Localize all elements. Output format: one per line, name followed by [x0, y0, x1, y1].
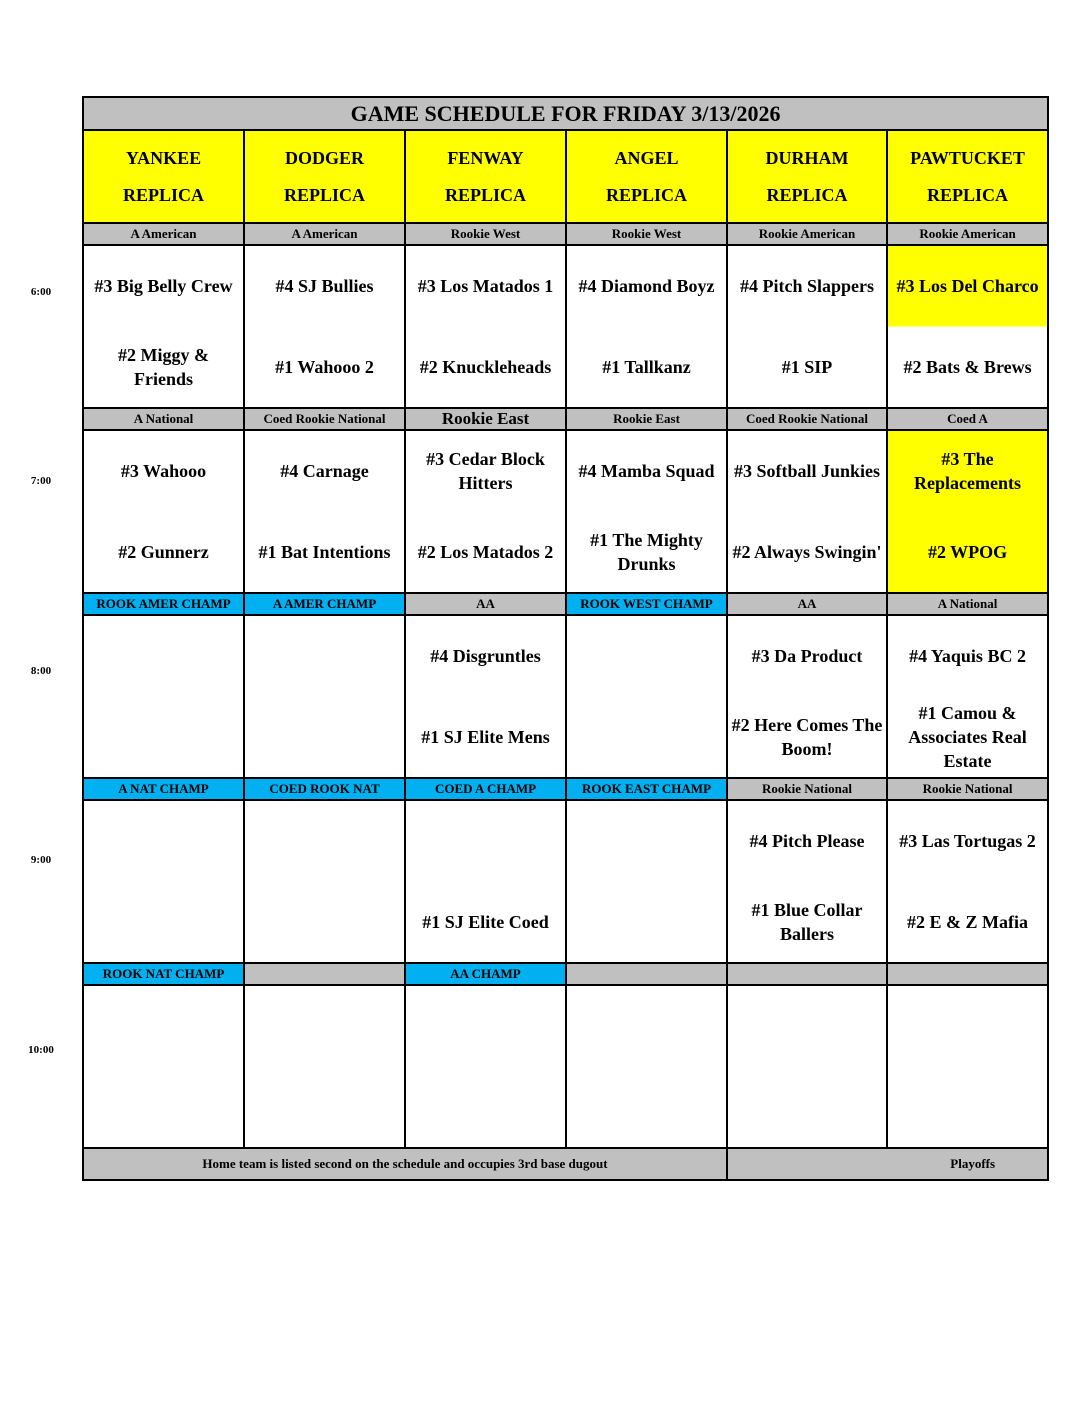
game-cell: [244, 985, 405, 1148]
home-team: #1 Bat Intentions: [258, 541, 391, 562]
division-label: AA: [727, 593, 887, 615]
venue-fenway: FENWAY REPLICA: [405, 130, 566, 223]
away-team: #4 Pitch Slappers: [739, 276, 874, 297]
game-cell: [405, 615, 566, 778]
away-team: #4 SJ Bullies: [275, 276, 374, 297]
division-label: Rookie American: [727, 223, 887, 245]
home-team: #1 SIP: [781, 356, 833, 377]
division-label: A National: [887, 593, 1048, 615]
division-label: [566, 963, 727, 985]
game-cell: [566, 615, 727, 778]
home-team: [888, 1067, 1047, 1148]
game-cell: [887, 800, 1048, 963]
away-team: #3 The Replacements: [914, 449, 1022, 494]
away-team: [888, 986, 1047, 1067]
away-team: [567, 986, 726, 1067]
division-label: A American: [244, 223, 405, 245]
away-team: #3 Los Del Charco: [896, 276, 1039, 297]
venue-header-row: [83, 130, 1048, 223]
home-team: [567, 882, 726, 963]
away-team: #4 Pitch Please: [749, 831, 865, 852]
away-team: [84, 616, 243, 697]
footer-row: [83, 1148, 1048, 1180]
division-label: A NAT CHAMP: [83, 778, 244, 800]
home-team: #2 Gunnerz: [118, 541, 209, 562]
game-row: [83, 245, 1048, 408]
game-row: [83, 985, 1048, 1148]
away-team: [406, 801, 565, 882]
time-label-7: 7:00: [30, 475, 52, 487]
game-cell: [727, 430, 887, 593]
game-cell: [244, 245, 405, 408]
division-label: Coed Rookie National: [727, 408, 887, 430]
venue-angel: ANGEL REPLICA: [566, 130, 727, 223]
division-label: Rookie National: [887, 778, 1048, 800]
division-label: Rookie East: [405, 408, 566, 430]
away-team: [728, 986, 886, 1067]
away-team: #4 Diamond Boyz: [578, 276, 715, 297]
game-cell: [83, 985, 244, 1148]
game-cell: [83, 800, 244, 963]
division-label: [244, 963, 405, 985]
game-row: [83, 430, 1048, 593]
away-team: #3 Softball Junkies: [733, 461, 881, 482]
division-label: Rookie National: [727, 778, 887, 800]
game-cell: [83, 615, 244, 778]
home-team: [245, 697, 404, 778]
away-team: [245, 801, 404, 882]
game-cell: [405, 245, 566, 408]
game-cell: [727, 245, 887, 408]
away-team: [567, 616, 726, 697]
division-label: Rookie East: [566, 408, 727, 430]
home-team: #1 Wahooo 2: [275, 356, 374, 377]
schedule-table: [82, 96, 1049, 1181]
division-label: ROOK NAT CHAMP: [83, 963, 244, 985]
game-row: [83, 615, 1048, 778]
home-team: #2 WPOG: [927, 541, 1008, 562]
home-team: [84, 697, 243, 778]
home-team: [406, 1067, 565, 1148]
game-cell: [244, 430, 405, 593]
home-team: #1 Camou & Associates Real Estate: [908, 702, 1027, 771]
game-cell: [83, 245, 244, 408]
division-label: [887, 963, 1048, 985]
division-row: [83, 963, 1048, 985]
home-team: #2 Los Matados 2: [417, 541, 554, 562]
division-label: ROOK EAST CHAMP: [566, 778, 727, 800]
division-label: ROOK WEST CHAMP: [566, 593, 727, 615]
game-cell: [566, 800, 727, 963]
division-label: ROOK AMER CHAMP: [83, 593, 244, 615]
away-team: [84, 801, 243, 882]
division-label: Rookie West: [405, 223, 566, 245]
game-cell: [727, 985, 887, 1148]
game-cell: [887, 615, 1048, 778]
division-label: COED A CHAMP: [405, 778, 566, 800]
away-team: [245, 986, 404, 1067]
away-team: [245, 616, 404, 697]
away-team: #4 Carnage: [280, 461, 369, 482]
game-cell: [244, 615, 405, 778]
home-team: [84, 1067, 243, 1148]
game-cell: [887, 430, 1048, 593]
game-cell: [727, 800, 887, 963]
venue-dodger: DODGER REPLICA: [244, 130, 405, 223]
division-label: Coed Rookie National: [244, 408, 405, 430]
home-team: #2 Miggy & Friends: [118, 344, 209, 389]
schedule-title: GAME SCHEDULE FOR FRIDAY 3/13/2026: [83, 97, 1048, 130]
division-label: Rookie West: [566, 223, 727, 245]
time-label-8: 8:00: [30, 665, 52, 677]
division-row: [83, 778, 1048, 800]
home-team: #2 E & Z Mafia: [907, 911, 1029, 932]
division-label: COED ROOK NAT: [244, 778, 405, 800]
division-label: AA CHAMP: [405, 963, 566, 985]
home-team-note: Home team is listed second on the schedule and occupies 3rd base dugout: [83, 1148, 727, 1180]
home-team: #1 The Mighty Drunks: [590, 529, 703, 574]
home-team: #2 Bats & Brews: [903, 356, 1032, 377]
game-cell: [244, 800, 405, 963]
game-cell: [566, 985, 727, 1148]
away-team: #4 Mamba Squad: [578, 461, 715, 482]
venue-durham: DURHAM REPLICA: [727, 130, 887, 223]
home-team: [84, 882, 243, 963]
game-cell: [566, 245, 727, 408]
home-team: #1 Tallkanz: [602, 356, 691, 377]
division-label: AA: [405, 593, 566, 615]
away-team: #3 Los Matados 1: [417, 276, 554, 297]
division-label: A National: [83, 408, 244, 430]
game-cell: [405, 985, 566, 1148]
game-cell: [887, 985, 1048, 1148]
home-team: [245, 1067, 404, 1148]
division-label: [727, 963, 887, 985]
time-column: [0, 0, 82, 1408]
home-team: #1 SJ Elite Mens: [421, 726, 550, 747]
home-team: [567, 697, 726, 778]
away-team: #4 Disgruntles: [430, 646, 541, 667]
home-team: #1 SJ Elite Coed: [422, 911, 549, 932]
playoffs-legend: Playoffs: [727, 1148, 1048, 1180]
home-team: #2 Knuckleheads: [419, 356, 552, 377]
away-team: #3 Cedar Block Hitters: [426, 449, 545, 494]
game-cell: [566, 430, 727, 593]
division-row: [83, 408, 1048, 430]
division-row: [83, 593, 1048, 615]
division-row: [83, 223, 1048, 245]
time-label-6: 6:00: [30, 286, 52, 298]
game-cell: [727, 615, 887, 778]
game-cell: [405, 800, 566, 963]
away-team: #4 Yaquis BC 2: [909, 646, 1026, 667]
away-team: [84, 986, 243, 1067]
home-team: [728, 1067, 886, 1148]
away-team: [406, 986, 565, 1067]
division-label: A American: [83, 223, 244, 245]
time-label-10: 10:00: [28, 1044, 54, 1056]
home-team: #2 Here Comes The Boom!: [731, 714, 883, 759]
game-cell: [83, 430, 244, 593]
game-cell: [405, 430, 566, 593]
game-row: [83, 800, 1048, 963]
away-team: #3 Da Product: [751, 646, 863, 667]
division-label: Coed A: [887, 408, 1048, 430]
away-team: #3 Las Tortugas 2: [899, 831, 1036, 852]
game-cell: [887, 245, 1048, 408]
home-team: #2 Always Swingin': [732, 541, 882, 562]
venue-yankee: YANKEE REPLICA: [83, 130, 244, 223]
time-label-9: 9:00: [30, 854, 52, 866]
venue-pawtucket: PAWTUCKET REPLICA: [887, 130, 1048, 223]
home-team: [567, 1067, 726, 1148]
away-team: #3 Wahooo: [120, 461, 207, 482]
division-label: Rookie American: [887, 223, 1048, 245]
home-team: #1 Blue Collar Ballers: [751, 899, 863, 944]
division-label: A AMER CHAMP: [244, 593, 405, 615]
away-team: [567, 801, 726, 882]
home-team: [245, 882, 404, 963]
away-team: #3 Big Belly Crew: [94, 276, 233, 297]
